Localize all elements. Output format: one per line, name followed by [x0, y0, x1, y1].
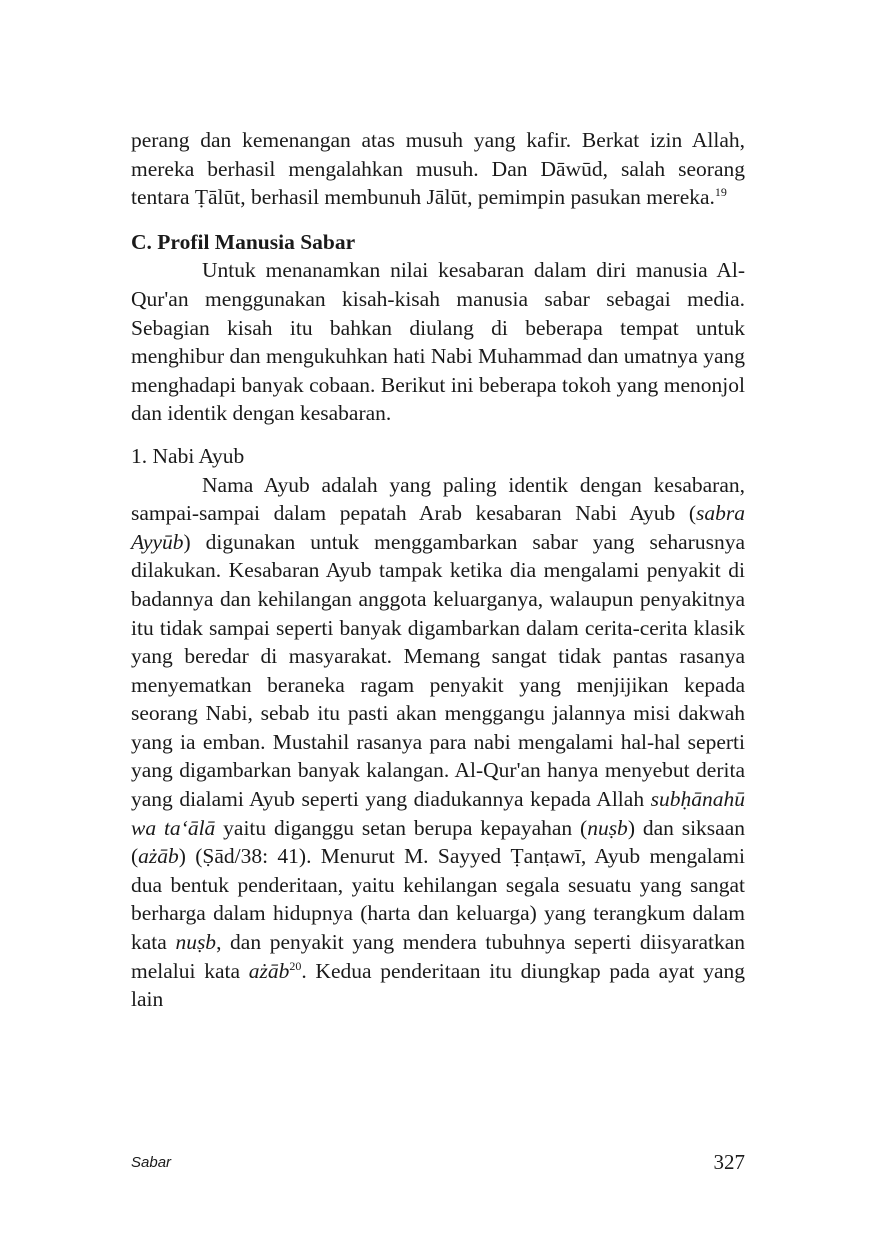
- italic-term: ażāb: [138, 844, 179, 869]
- text-run: , dan penyakit yang mendera tubuhnya seperti diisyaratkan melalui kata: [131, 930, 746, 983]
- intro-paragraph: [131, 126, 745, 212]
- text-run: ) digunakan untuk menggambarkan sabar yang seharusnya dilakukan. Kesabaran Ayub tampak ketika dia mengalami penyakit di badannya dan kehilangan anggota keluarganya, walaupun penyakitnya itu tidak sampai seperti banyak digambarkan dalam cerita-cerita klasik yang beredar di masyarakat. Memang sangat tidak pantas rasanya menyematkan beraneka ragam penyakit yang menjijikan kepada seorang Nabi, sebab itu pasti akan menggangu jalannya misi dakwah yang ia emban. Mustahil rasanya para nabi mengalami hal-hal seperti yang digambarkan banyak kalangan. Al-Qur'an hanya menyebut derita yang dialami Ayub seperti yang diadukannya kepada Allah: [131, 529, 745, 812]
- page-body: [131, 126, 745, 1014]
- text-run: . Kedua penderitaan itu diungkap pada ayat yang lain: [131, 958, 745, 1012]
- intro-text: perang dan kemenangan atas musuh yang kafir. Berkat izin Allah, mereka berhasil mengalahkan musuh. Dan Dāwūd, salah seorang tentara Ṭālūt, berhasil membunuh Jālūt, pemimpin pasukan mereka.: [131, 128, 745, 210]
- italic-term: nuṣb: [175, 930, 217, 955]
- text-run: Nama Ayub adalah yang paling identik dengan kesabaran, sampai-sampai dalam pepatah Arab kesabaran Nabi Ayub (: [131, 472, 745, 526]
- running-title: Sabar: [131, 1154, 172, 1171]
- subsection-heading: 1. Nabi Ayub: [131, 443, 245, 468]
- italic-term: subḥānahū wa ta‘ālā: [131, 787, 745, 840]
- page-number: 327: [713, 1150, 745, 1174]
- text-run: ) dan siksaan (: [131, 815, 746, 869]
- italic-term: ażāb: [248, 958, 290, 983]
- italic-term: sabra Ayyūb: [131, 501, 745, 554]
- section-paragraph: Untuk menanamkan nilai kesabaran dalam diri manusia Al-Qur'an menggunakan kisah-kisah manusia sabar sebagai media. Sebagian kisah itu bahkan diulang di beberapa tempat untuk menghibur dan mengukuhkan hati Nabi Muhammad dan umatnya yang menghadapi banyak cobaan. Berikut ini beberapa tokoh yang menonjol dan identik dengan kesabaran.: [131, 258, 745, 426]
- text-run: ) (Ṣād/38: 41). Menurut M. Sayyed Ṭanṭawī, Ayub mengalami dua bentuk penderitaan, yaitu kehilangan segala sesuatu yang sangat berharga dalam hidupnya (harta dan keluarga) yang terangkum dalam kata: [131, 844, 745, 955]
- page-footer: [131, 1150, 745, 1180]
- italic-term: nuṣb: [587, 815, 628, 840]
- subsection-paragraph: [131, 471, 745, 1014]
- footnote-ref-20[interactable]: 20: [289, 958, 302, 973]
- text-run: yaitu diganggu setan berupa kepayahan (: [215, 815, 588, 840]
- section-heading: C. Profil Manusia Sabar: [131, 229, 356, 254]
- footnote-ref-19[interactable]: 19: [714, 185, 727, 200]
